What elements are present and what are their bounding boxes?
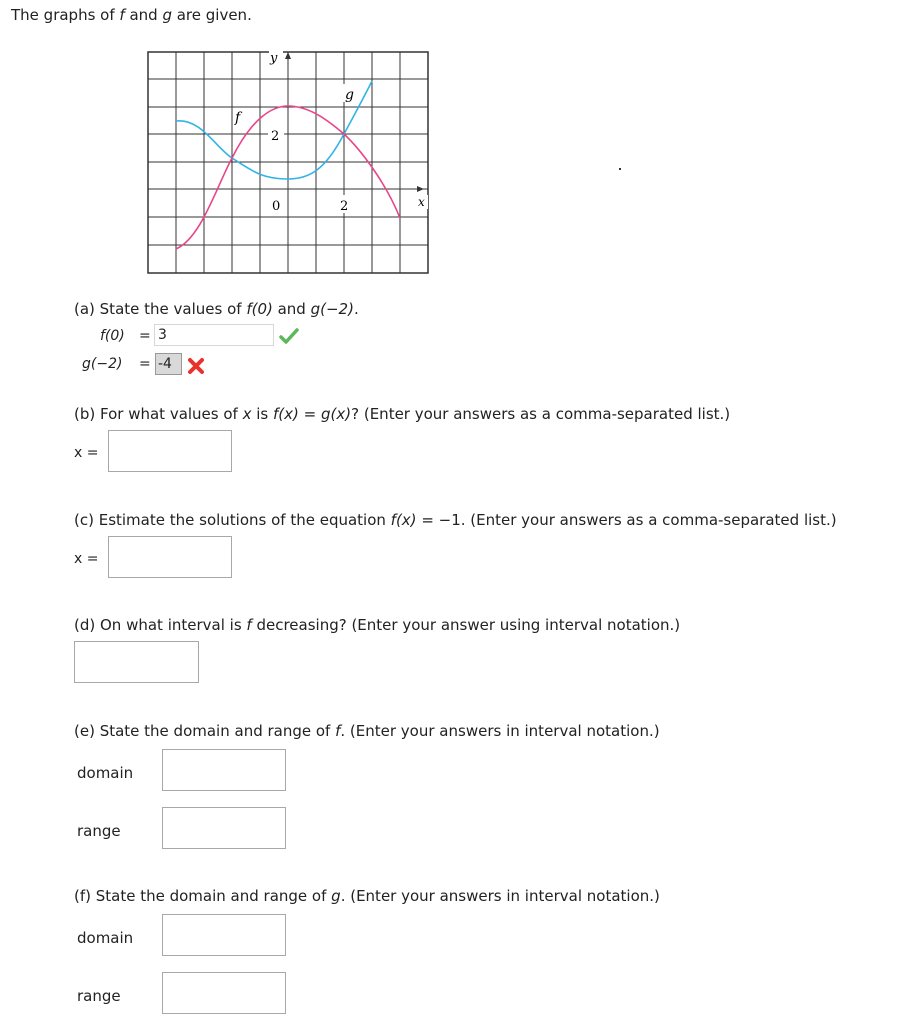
f-curve-label: f <box>235 110 241 126</box>
part-c-answer-input[interactable] <box>108 536 232 578</box>
intro-text <box>11 6 252 24</box>
tick-origin-0: 0 <box>272 199 281 214</box>
part-e-domain-input[interactable] <box>162 749 286 791</box>
part-c-question: (c) Estimate the solutions of the equation f(x) = −1. (Enter your answers as a comma-separated list.) <box>74 511 837 529</box>
x-axis-arrow-icon <box>417 186 424 192</box>
part-e-question: (e) State the domain and range of f. (Enter your answers in interval notation.) <box>74 722 660 740</box>
correct-check-icon <box>279 328 299 344</box>
f0-answer-input[interactable]: 3 <box>154 324 274 346</box>
g-neg2-answer-input[interactable]: -4 <box>155 353 182 375</box>
tick-y-2: 2 <box>271 129 280 144</box>
f0-label: f(0) <box>100 328 125 344</box>
part-d-answer-input[interactable] <box>74 641 199 683</box>
part-e-range-label: range <box>77 822 121 840</box>
intro-f: f <box>119 6 125 24</box>
part-f-range-input[interactable] <box>162 972 286 1014</box>
graph-grid <box>148 52 428 273</box>
part-b-answer-input[interactable] <box>108 430 232 472</box>
part-f-domain-label: domain <box>77 929 134 947</box>
part-e-domain-label: domain <box>77 764 134 782</box>
tick-x-2: 2 <box>340 199 349 214</box>
wrong-x-icon <box>187 357 205 375</box>
y-axis-arrow-icon <box>285 52 291 59</box>
part-f-question: (f) State the domain and range of g. (Enter your answers in interval notation.) <box>74 887 660 905</box>
intro-prefix: The graphs of <box>11 6 120 24</box>
part-e-range-input[interactable] <box>162 807 286 849</box>
intro-g: g <box>162 6 172 24</box>
part-f-range-label: range <box>77 987 121 1005</box>
part-c-input-label: x = <box>74 551 99 567</box>
part-f-domain-input[interactable] <box>162 914 286 956</box>
x-axis-label: x <box>418 195 425 209</box>
intro-suffix: are given. <box>171 6 252 24</box>
g-neg2-equals: = <box>139 356 151 372</box>
intro-and: and <box>124 6 163 24</box>
g-curve-label: g <box>345 87 354 103</box>
y-axis-label: y <box>270 51 278 66</box>
part-d-question: (d) On what interval is f decreasing? (Enter your answer using interval notation.) <box>74 616 681 634</box>
part-a-question: (a) State the values of f(0) and g(−2). <box>74 300 359 318</box>
graph <box>146 48 430 276</box>
stray-dot <box>619 168 621 170</box>
f0-equals: = <box>139 328 151 344</box>
g-neg2-label: g(−2) <box>82 356 123 372</box>
part-b-question: (b) For what values of x is f(x) = g(x)? (Enter your answers as a comma-separated list.) <box>74 405 731 423</box>
part-b-input-label: x = <box>74 445 99 461</box>
